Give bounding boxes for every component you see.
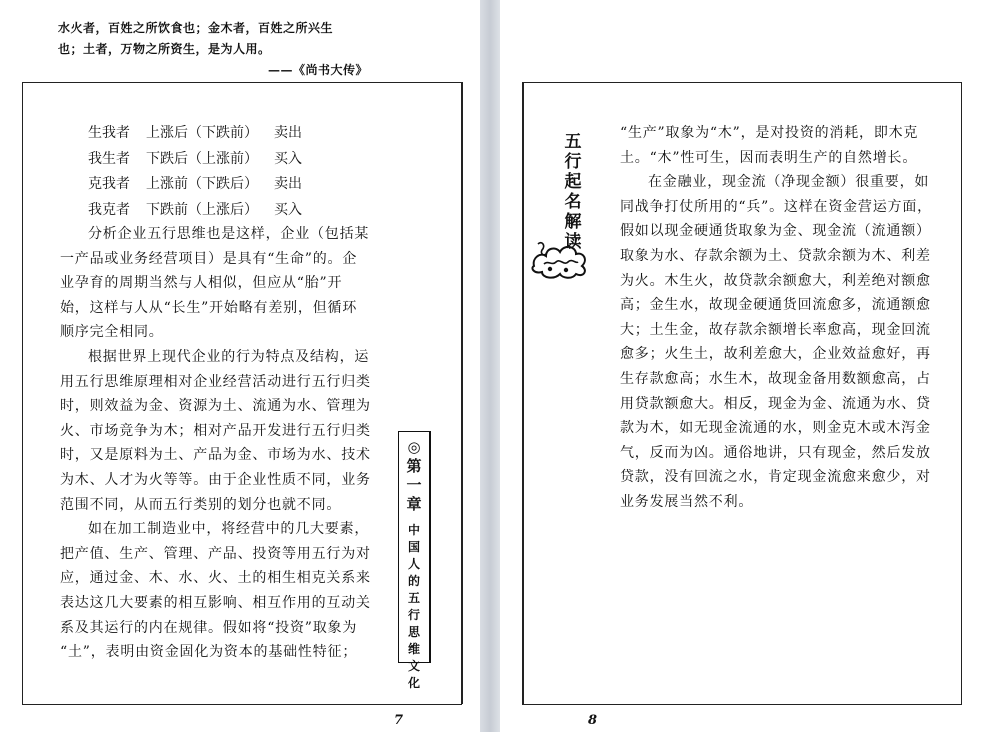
rule-relation: 生我者 (88, 125, 130, 141)
epigraph (58, 18, 378, 81)
rules-table (88, 121, 314, 223)
header-rule (22, 82, 462, 83)
text-line: 如在加工制造业中，将经营中的几大要素， (88, 521, 370, 538)
footer-rule (22, 704, 462, 705)
text-line: 分析企业五行思维也是这样，企业（包括某 (88, 226, 370, 242)
text-line: 一产品或业务经营项目）是具有“生命”的。企 (60, 250, 358, 267)
rule-action: 买入 (274, 201, 302, 218)
left-page (0, 0, 480, 732)
text-line: 为火。木生火，故贷款余额愈大，利差绝对额愈 (620, 272, 931, 289)
rule-row (88, 121, 314, 147)
text-line: 愈多；火生土，故利差愈大，企业效益愈好，再 (620, 346, 931, 363)
epigraph-line: 也；土者，万物之所资生，是为人用。 (58, 42, 271, 56)
text-line: 时，则效益为金、资源为土、流通为水、管理为 (60, 398, 371, 415)
text-line: 大；土生金，故存款余额增长率愈高，现金回流 (620, 321, 931, 338)
text-line: 在金融业，现金流（净现金额）很重要，如 (648, 174, 930, 191)
text-line: 始，这样与人从“长生”开始略有差别，但循环 (60, 299, 358, 316)
cloud-ornament-icon (530, 236, 590, 280)
frame-line (522, 82, 524, 704)
frame-line (22, 82, 23, 704)
rule-action: 卖出 (274, 176, 302, 192)
text-line: 应，通过金、木、水、火、土的相生相克关系来 (60, 570, 371, 587)
rule-row (88, 147, 314, 173)
text-line: 根据世界上现代企业的行为特点及结构，运 (88, 348, 370, 365)
chapter-label (398, 431, 431, 690)
text-line: 时，又是原料为土、产品为金、市场为水、技术 (60, 447, 371, 464)
rule-action: 买入 (274, 150, 302, 167)
rule-timing: 上涨后（下跌前） (146, 125, 258, 141)
text-line: 取象为水、存款余额为土、贷款余额为木、利差 (620, 247, 931, 264)
text-line: 业孕育的周期当然与人相似，但应从“胎”开 (60, 275, 343, 292)
rule-relation: 我生者 (88, 150, 130, 167)
frame-line (461, 82, 463, 704)
text-line: 为木、人才为火等等。由于企业性质不同，业务 (60, 471, 371, 488)
page-gutter (480, 0, 500, 732)
page-number: 7 (394, 713, 404, 728)
body-text (60, 222, 372, 665)
text-line: 高；金生水，故现金硬通货回流愈多，流通额愈 (620, 297, 931, 314)
text-line: 土。“木”性可生，因而表明生产的自然增长。 (620, 149, 918, 166)
text-line: 把产值、生产、管理、产品、投资等用五行为对 (60, 545, 371, 562)
rule-relation: 我克者 (88, 201, 130, 218)
rule-timing: 下跌前（上涨后） (146, 201, 258, 218)
rule-action: 卖出 (274, 125, 302, 141)
rule-relation: 克我者 (88, 176, 130, 192)
text-line: 生存款愈高；水生木，故现金备用数额愈高，占 (620, 370, 931, 387)
text-line: 假如以现金硬通货取象为金、现金流（流通额） (620, 223, 931, 240)
rule-row (88, 198, 314, 224)
running-title: 五 行 起 名 解 读 (564, 132, 582, 252)
footer-rule (522, 704, 962, 705)
text-line: 顺序完全相同。 (60, 324, 164, 341)
text-line: “生产”取象为“木”，是对投资的消耗，即木克 (620, 125, 919, 141)
text-line: 系及其运行的内在规律。假如将“投资”取象为 (60, 619, 358, 636)
text-line: “土”，表明由资金固化为资本的基础性特征； (60, 644, 358, 661)
header-rule (522, 82, 962, 83)
chapter-title: ◎ 第 一 章 (406, 438, 422, 513)
text-line: 用五行思维原理相对企业经营活动进行五行归类 (60, 373, 371, 390)
text-line: 款为木，如无现金流通的水，则金克木或木泻金 (620, 420, 931, 437)
chapter-subtitle: 中 国 人 的 五 行 思 维 文 化 (407, 523, 420, 690)
rule-timing: 下跌后（上涨前） (146, 150, 258, 167)
text-line: 用贷款额愈大。相反，现金为金、流通为水、贷 (620, 395, 931, 412)
text-line: 火、市场竞争为木；相对产品开发进行五行归类 (60, 422, 371, 439)
text-line: 业务发展当然不利。 (620, 493, 754, 510)
text-line: 表达这几大要素的相互影响、相互作用的互动关 (60, 594, 371, 611)
epigraph-source: ——《尚书大传》 (267, 63, 368, 77)
frame-line (961, 82, 962, 704)
page-number: 8 (588, 713, 598, 728)
rule-row (88, 172, 314, 198)
rule-timing: 上涨前（下跌后） (146, 176, 258, 192)
epigraph-line: 水火者，百姓之所饮食也；金木者，百姓之所兴生 (58, 21, 334, 35)
text-line: 气，反而为凶。通俗地讲，只有现金，然后发放 (620, 444, 931, 461)
text-line: 同战争打仗所用的“兵”。这样在资金营运方面， (620, 198, 932, 215)
text-line: 范围不同，从而五行类别的划分也就不同。 (60, 496, 342, 513)
body-text (620, 121, 932, 515)
text-line: 贷款，没有回流之水，肯定现金流愈来愈少，对 (620, 469, 931, 486)
